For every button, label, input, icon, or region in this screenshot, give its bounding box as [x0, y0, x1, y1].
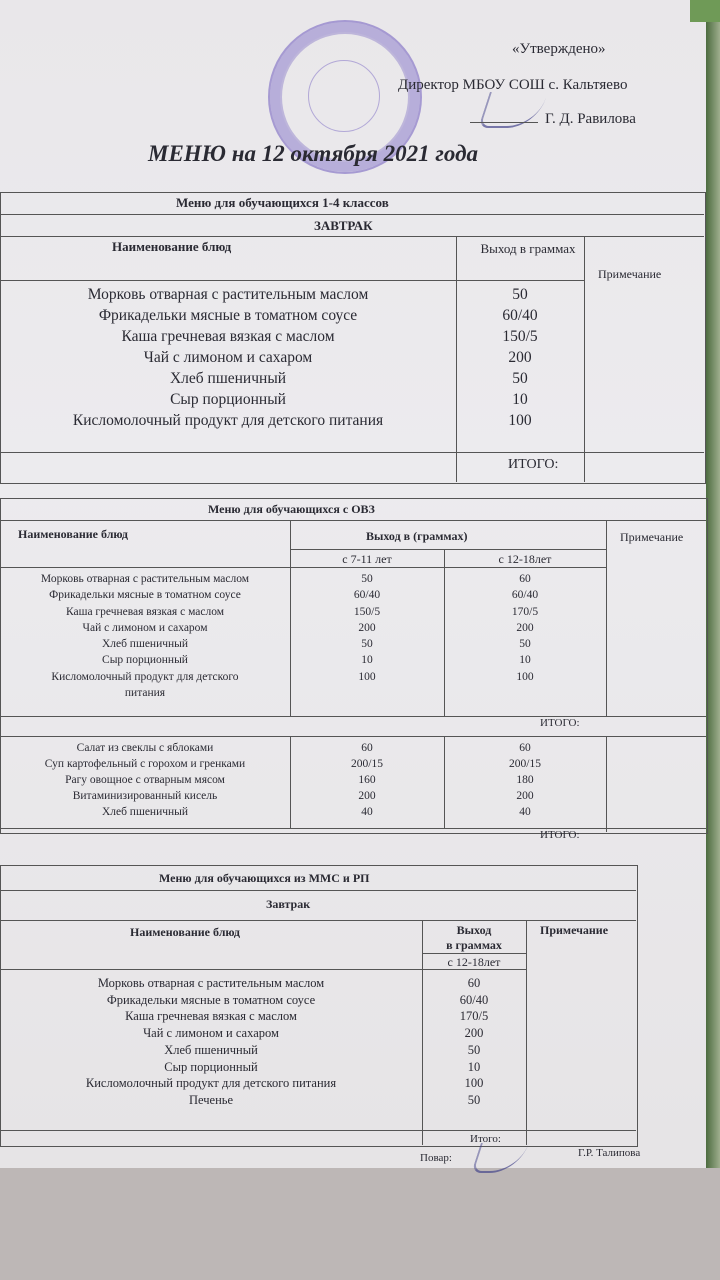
dish-name: Каша гречневая вязкая с маслом [65, 605, 225, 618]
dish-yield: 100 [508, 412, 532, 429]
dish-yield: 60 [467, 976, 481, 990]
dish-name: Печенье [188, 1092, 234, 1107]
table2-col-note: Примечание [620, 530, 684, 544]
dish-yield: 170/5 [511, 605, 539, 618]
dish-name: Фрикадельки мясные в томатном соусе [49, 589, 241, 602]
dish-yield: 50 [519, 638, 531, 651]
dish-yield: 50 [467, 1092, 481, 1107]
table3-total: Итого: [470, 1133, 501, 1145]
dish-yield: 200 [358, 790, 376, 802]
table2-col-name: Наименование блюд [18, 527, 128, 541]
background-edge [706, 0, 720, 1168]
table3-col-yield-1: Выход [456, 923, 492, 937]
page-title: МЕНЮ на 12 октября 2021 года [148, 141, 478, 166]
dish-yield: 40 [519, 806, 531, 818]
dish-name: Хлеб пшеничный [101, 806, 189, 818]
dish-yield: 170/5 [459, 1009, 489, 1024]
table1-dish-list [0, 284, 456, 431]
cook-label: Повар: [420, 1152, 452, 1164]
dish-yield: 50 [512, 286, 528, 303]
dish-name: Кисломолочный продукт для детского питания [72, 412, 384, 429]
dish-yield: 200 [516, 621, 534, 634]
dish-name: Фрикадельки мясные в томатном соусе [106, 992, 316, 1007]
table2-lunch-yield-7-11 [290, 740, 444, 820]
dish-name: Морковь отварная с растительным маслом [87, 286, 369, 303]
dish-yield: 10 [361, 654, 373, 667]
dish-name: Суп картофельный с горохом и гренками [44, 758, 246, 770]
dish-yield: 50 [361, 638, 373, 651]
table2-age-7-11: с 7-11 лет [342, 552, 392, 566]
dish-yield: 180 [516, 774, 534, 786]
dish-yield: 100 [358, 670, 376, 683]
table1-yield-list [456, 284, 584, 431]
dish-yield: 60/40 [459, 992, 489, 1007]
dish-yield: 50 [512, 370, 528, 387]
dish-yield: 60 [361, 742, 373, 754]
director-title: Директор МБОУ СОШ с. Кальтяево [398, 77, 628, 93]
dish-name: Морковь отварная с растительным маслом [97, 976, 325, 990]
dish-yield: 100 [516, 670, 534, 683]
table3-yield-list [422, 975, 526, 1109]
dish-yield: 60/40 [502, 307, 538, 324]
approved-label: «Утверждено» [512, 41, 606, 57]
table2-age-12-18: с 12-18лет [498, 552, 552, 566]
dish-yield: 150/5 [353, 605, 381, 618]
dish-name: Витаминизированный кисель [72, 790, 218, 802]
table3-col-note: Примечание [540, 923, 609, 937]
dish-yield: 200 [516, 790, 534, 802]
dish-yield: 50 [467, 1042, 481, 1057]
table2-breakfast-yield-12-18 [444, 571, 606, 685]
dish-name: Чай с лимоном и сахаром [82, 621, 208, 634]
table1-total: ИТОГО: [508, 457, 559, 472]
table1-col-yield: Выход в граммах [480, 241, 576, 256]
table2-total-2: ИТОГО: [540, 829, 580, 841]
table1-col-note: Примечание [598, 267, 662, 281]
table3-meal: Завтрак [266, 897, 311, 911]
table3-age: с 12-18лет [447, 955, 501, 969]
dish-name: Сыр порционный [170, 391, 286, 408]
dish-yield: 60 [519, 742, 531, 754]
dish-name: Морковь отварная с растительным маслом [40, 573, 250, 585]
dish-yield: 200 [508, 349, 532, 366]
dish-yield: 40 [361, 806, 373, 818]
table-surface [0, 1168, 720, 1280]
table3-col-name: Наименование блюд [130, 925, 240, 939]
table2-breakfast-yield-7-11 [290, 571, 444, 685]
background-corner [690, 0, 720, 22]
dish-yield: 50 [361, 573, 373, 585]
dish-name: Фрикадельки мясные в томатном соусе [98, 307, 358, 324]
signature-line [470, 122, 538, 123]
dish-name: Каша гречневая вязкая с маслом [125, 1009, 297, 1024]
table2-breakfast-dishes [0, 571, 290, 701]
dish-yield: 150/5 [502, 328, 538, 345]
table1-col-name: Наименование блюд [112, 239, 232, 254]
table3-dish-list [0, 975, 422, 1109]
dish-yield: 100 [464, 1076, 484, 1091]
cook-name: Г.Р. Талипова [578, 1147, 641, 1159]
dish-name: Сыр порционный [102, 654, 188, 667]
dish-name: Хлеб пшеничный [101, 638, 189, 651]
dish-yield: 10 [512, 391, 528, 408]
table2-lunch-yield-12-18 [444, 740, 606, 820]
dish-name: Салат из свеклы с яблоками [76, 742, 214, 754]
dish-yield: 200/15 [351, 758, 383, 770]
dish-name: Чай с лимоном и сахаром [143, 349, 313, 366]
table2-lunch-dishes [0, 740, 290, 820]
dish-name: Чай с лимоном и сахаром [143, 1026, 279, 1041]
table1-meal: ЗАВТРАК [314, 218, 373, 233]
dish-name: Каша гречневая вязкая с маслом [121, 328, 335, 345]
table3-caption: Меню для обучающихся из ММС и РП [159, 871, 370, 885]
table2-caption: Меню для обучающихся с ОВЗ [208, 502, 375, 516]
dish-yield: 10 [467, 1059, 481, 1074]
dish-name: питания [124, 687, 166, 700]
dish-yield: 160 [358, 774, 376, 786]
dish-name: Хлеб пшеничный [169, 370, 287, 387]
dish-yield: 200 [358, 621, 376, 634]
dish-yield: 200/15 [509, 758, 541, 770]
dish-yield: 200 [464, 1026, 484, 1041]
table1-caption: Меню для обучающихся 1-4 классов [176, 195, 389, 210]
dish-yield: 60/40 [353, 589, 381, 602]
dish-yield: 60 [519, 573, 531, 585]
table2-total-1: ИТОГО: [540, 717, 580, 729]
dish-name: Сыр порционный [164, 1059, 258, 1074]
dish-name: Хлеб пшеничный [164, 1042, 258, 1057]
dish-yield: 60/40 [511, 589, 539, 602]
dish-name: Рагу овощное с отварным мясом [65, 774, 225, 786]
table3-col-yield-2: в граммах [446, 938, 502, 952]
director-name: Г. Д. Равилова [545, 111, 636, 127]
dish-name: Кисломолочный продукт для детского питания [85, 1076, 337, 1091]
dish-yield: 10 [519, 654, 531, 667]
table2-col-yield: Выход в (граммах) [366, 529, 468, 543]
dish-name: Кисломолочный продукт для детского [51, 670, 239, 683]
